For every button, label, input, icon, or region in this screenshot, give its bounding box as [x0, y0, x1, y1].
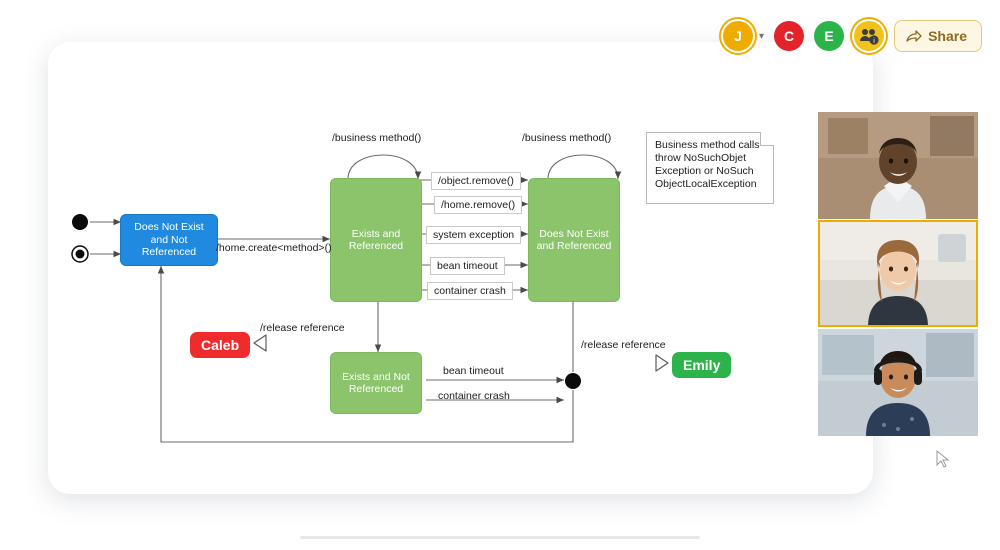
- cursor-emily: [654, 352, 731, 378]
- edge-label-system-exception: system exception: [426, 226, 521, 244]
- edge-label-release-reference-left: /release reference: [260, 322, 345, 334]
- state-exists-and-not-referenced[interactable]: [330, 352, 422, 414]
- edge-label-bean-timeout-1: bean timeout: [430, 257, 505, 275]
- pointer-cursor-icon: [936, 450, 950, 473]
- edge-label-release-reference-right: /release reference: [581, 339, 666, 351]
- svg-text:i: i: [873, 38, 875, 45]
- share-button[interactable]: [894, 20, 982, 52]
- note-text: Business method calls throw NoSuchObjet Exception or NoSuch ObjectLocalException: [655, 139, 760, 190]
- edge-label-container-crash-2: container crash: [438, 390, 510, 402]
- edge-label-home-create: /home.create<method>(): [216, 242, 332, 254]
- video-tile-participant-3[interactable]: [818, 329, 978, 436]
- avatar-initial: E: [824, 28, 834, 44]
- state-diagram[interactable]: [48, 42, 873, 494]
- scroll-indicator[interactable]: [300, 536, 700, 539]
- edge-label-business-method-right: /business method(): [522, 132, 612, 144]
- edge-label-home-remove: /home.remove(): [434, 196, 522, 214]
- edge-label-object-remove: /object.remove(): [431, 172, 521, 190]
- state-label: Exists and Not Referenced: [342, 370, 410, 395]
- state-does-not-exist-and-referenced[interactable]: [528, 178, 620, 302]
- state-exists-and-referenced[interactable]: [330, 178, 422, 302]
- final-state-dot: [565, 373, 581, 389]
- state-does-not-exist-and-not-referenced[interactable]: [120, 214, 218, 266]
- state-label: Does Not Exist and Not Referenced: [134, 221, 204, 259]
- state-label: Exists and Referenced: [348, 227, 404, 252]
- edge-label-business-method-left: /business method(): [332, 132, 422, 144]
- cursor-name-tag: Emily: [672, 352, 731, 378]
- note-fold-corner: [760, 132, 774, 146]
- video-tile-participant-1[interactable]: [818, 112, 978, 219]
- share-label: Share: [928, 28, 967, 44]
- cursor-name-tag: Caleb: [190, 332, 250, 358]
- avatar-initial: C: [784, 28, 795, 44]
- edge-label-bean-timeout-2: bean timeout: [443, 365, 504, 377]
- chevron-down-icon[interactable]: ▾: [759, 30, 765, 42]
- cursor-arrow-icon: [654, 353, 670, 378]
- state-label: Does Not Exist and Referenced: [536, 227, 612, 252]
- cursor-arrow-icon: [252, 333, 268, 358]
- video-tile-participant-2[interactable]: [818, 220, 978, 327]
- cursor-caleb: [190, 332, 268, 358]
- initial-state-dot: [72, 214, 88, 230]
- participant-video-panel: [818, 112, 978, 437]
- diagram-note[interactable]: [646, 132, 774, 204]
- avatar-initial: J: [734, 28, 742, 44]
- edge-label-container-crash-1: container crash: [427, 282, 513, 300]
- share-icon: [906, 29, 922, 43]
